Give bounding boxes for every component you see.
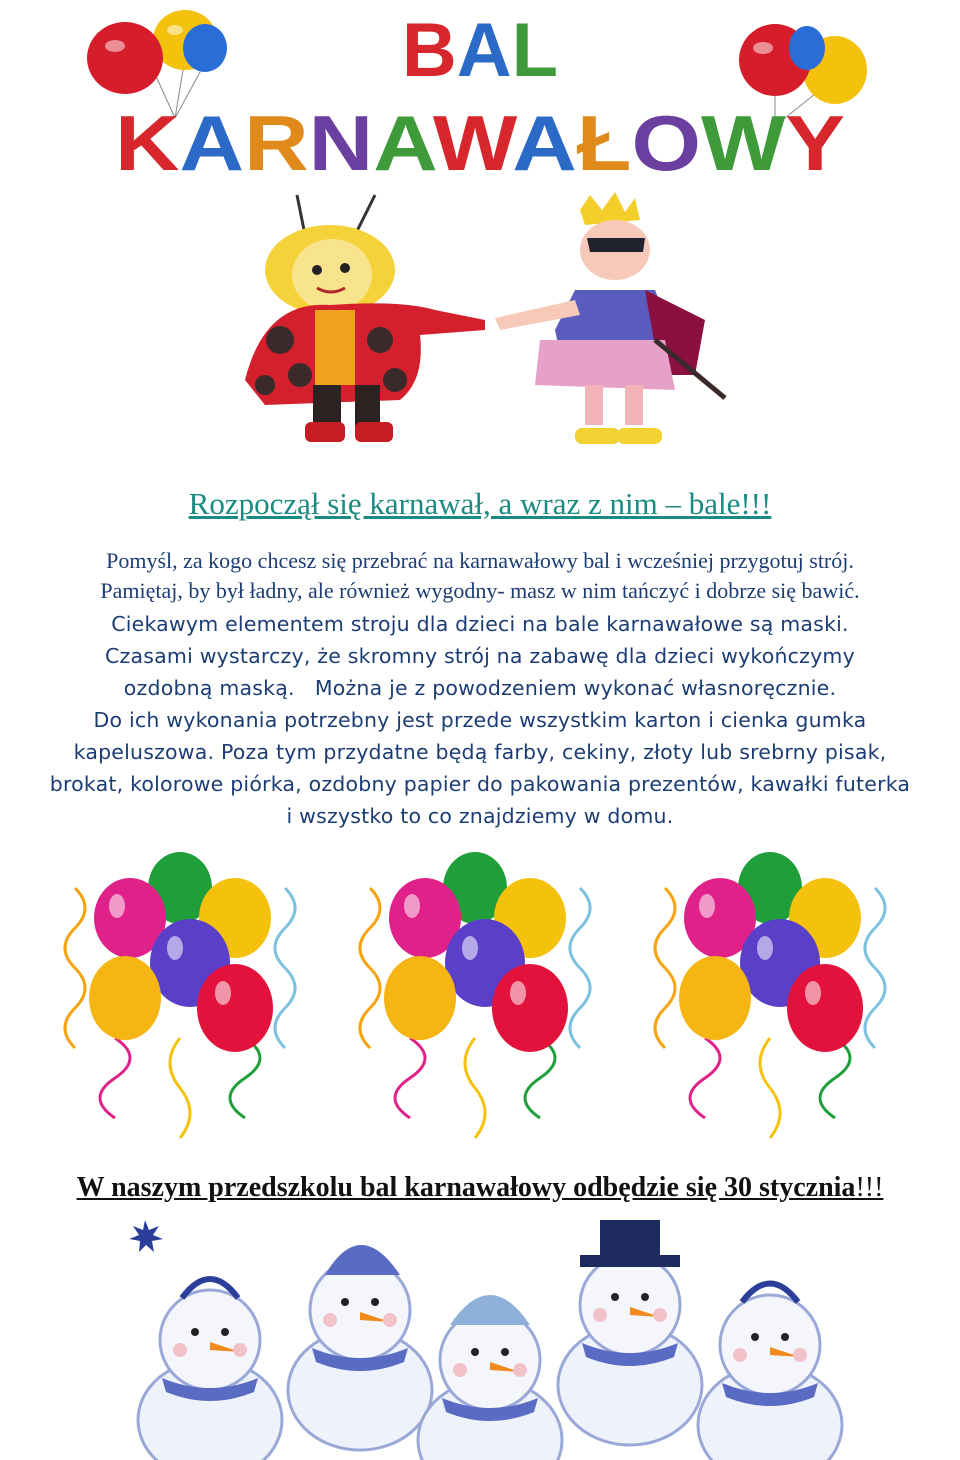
intro-line: Pomyśl, za kogo chcesz się przebrać na karnawałowy bal i wcześniej przygotuj strój.: [106, 548, 854, 573]
announcement-main: W naszym przedszkolu bal karnawałowy odbędzie się 30 stycznia: [76, 1172, 856, 1203]
intro-paragraph: [0, 546, 960, 606]
costumed-children-illustration: [205, 190, 745, 460]
title-letter: O: [631, 100, 693, 180]
title-letter: W: [701, 100, 775, 180]
headline: Rozpoczął się karnawał, a wraz z nim – bale!!!: [188, 486, 772, 521]
title-letter: W: [432, 100, 503, 180]
body-paragraph: [0, 608, 960, 832]
announcement-suffix: !!!: [855, 1172, 884, 1203]
intro-line: Pamiętaj, by był ładny, ale również wygodny- masz w nim tańczyć i dobrze się bawić.: [100, 578, 860, 603]
title-letter: L: [511, 8, 559, 88]
balloon-bunch-1: [65, 852, 295, 1138]
masked-prince-boy-figure: [495, 192, 725, 444]
title-line2-text: [115, 100, 845, 180]
body-line: Czasami wystarczy, że skromny strój na zabawę dla dzieci wykończymy: [105, 644, 855, 668]
title-bal: [330, 8, 630, 88]
balloon-bunch-3: [655, 852, 885, 1138]
body-line: Ciekawym elementem stroju dla dzieci na bale karnawałowe są maski.: [111, 612, 849, 636]
body-line: brokat, kolorowe piórka, ozdobny papier do pakowania prezentów, kawałki futerka: [49, 772, 911, 796]
body-line: kapeluszowa. Poza tym przydatne będą farby, cekiny, złoty lub srebrny pisak,: [73, 740, 887, 764]
balloon-bunches-row: [55, 848, 935, 1148]
snowmen-illustration: [130, 1220, 850, 1460]
title-letter: R: [244, 100, 301, 180]
title-line1-text: [402, 8, 558, 88]
title-letter: A: [456, 8, 512, 88]
title-karnawalowy: [110, 100, 850, 180]
announcement: [0, 1172, 960, 1204]
title-letter: Y: [785, 100, 838, 180]
balloon-bunch-2: [360, 852, 590, 1138]
title-letter: A: [373, 100, 426, 180]
body-line: Do ich wykonania potrzebny jest przede wszystkim karton i cienka gumka: [93, 708, 867, 732]
title-letter: K: [115, 100, 172, 180]
ladybug-girl-figure: [245, 195, 485, 442]
title-letter: A: [179, 100, 236, 180]
body-line: ozdobną maską. Można je z powodzeniem wykonać własnoręcznie.: [123, 676, 837, 700]
title-letter: B: [401, 8, 457, 88]
title-letter: N: [308, 100, 366, 180]
body-line: i wszystko to co znajdziemy w domu.: [286, 804, 674, 828]
title-letter: Ł: [576, 100, 625, 180]
title-letter: A: [512, 100, 569, 180]
